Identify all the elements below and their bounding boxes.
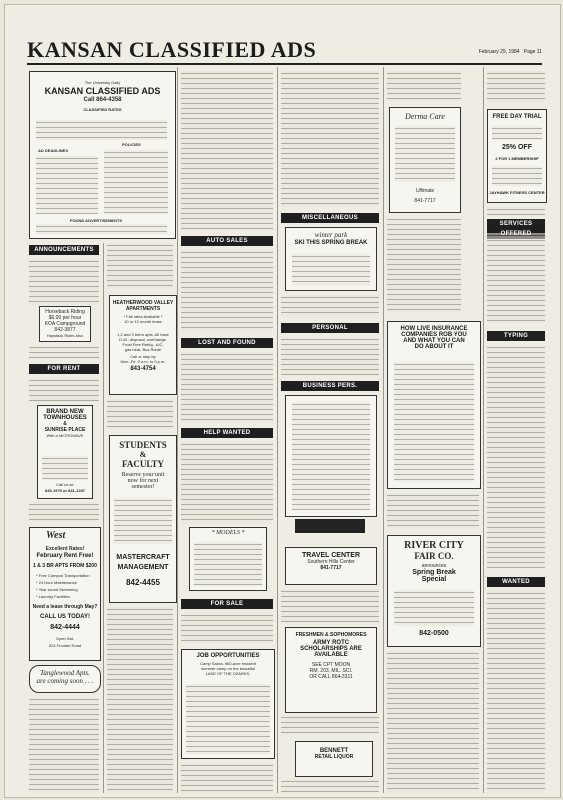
wanted-header: WANTED [487, 577, 545, 587]
west-line9: CALL US TODAY! [40, 614, 90, 620]
winterpark-line2: SKI THIS SPRING BREAK [294, 240, 368, 246]
townhouses-phone: 843-1979 or 841-1287 [44, 488, 86, 493]
heatherwood-line5: 1,2 and 3 bdrm apts. All have [117, 332, 169, 337]
lost-found-header: LOST AND FOUND [181, 338, 273, 348]
bennett-ad [295, 741, 373, 777]
freeday-body-b [492, 166, 542, 186]
west-line11: Open Sat. [55, 636, 74, 641]
rivercity-line4: Spring Break [412, 569, 456, 576]
misc-header: MISCELLANEOUS [281, 213, 379, 223]
typing-header: TYPING [487, 331, 545, 341]
heatherwood-line6: D.W., disposal, overhange. [119, 337, 167, 342]
help-wanted-text [181, 442, 273, 524]
west-phone: 842-4444 [50, 624, 80, 631]
freshmen-line6: RM. 203, MIL. SCI. [309, 668, 353, 674]
rates-table [36, 120, 167, 140]
deadlines-title: AD DEADLINES [38, 148, 69, 153]
howlive-ad [387, 321, 481, 489]
freshmen-line2: ARMY ROTC [312, 640, 350, 646]
policies-title: POLICIES [122, 142, 141, 147]
for-rent-header: FOR RENT [29, 364, 99, 374]
page-title: KANSAN CLASSIFIED ADS [27, 37, 317, 62]
help-wanted-header: HELP WANTED [181, 428, 273, 438]
col-divider-3 [277, 67, 278, 793]
winterpark-logo: winter park [314, 231, 348, 239]
col4-text-e [281, 779, 379, 793]
page-number: Page 11 [523, 49, 542, 55]
freeday-ad [487, 109, 547, 203]
west-line8: Need a lease through May? [32, 604, 98, 610]
issue-date [479, 49, 542, 55]
job-line4: LAKE OF THE OZARKS, [205, 671, 251, 676]
freshmen-ad [285, 627, 377, 713]
newspaper-page [4, 4, 561, 798]
students-body [114, 498, 172, 544]
announcements-text [29, 259, 99, 305]
students-line5: now for next [127, 478, 159, 484]
travel-phone: 841-7717 [320, 565, 342, 571]
models-ad [189, 527, 267, 591]
col1-text-b [29, 502, 99, 522]
col4-text-d [281, 715, 379, 735]
rivercity-line2: FAIR CO. [414, 551, 454, 561]
freeday-line4: JAYHAWK FITNESS CENTER [489, 190, 545, 195]
tanglewood-line1: Tanglewood Apts. [40, 669, 90, 677]
col-divider-5 [483, 67, 484, 793]
pennies-body [292, 402, 370, 510]
freshmen-line4: AVAILABLE [314, 652, 348, 658]
horseback-ad [39, 306, 91, 342]
col3-text-b [181, 763, 273, 793]
lost-found-text [181, 352, 273, 422]
col2-text-c [107, 607, 173, 793]
townhouses-body [42, 456, 88, 480]
col3-text-a [181, 71, 273, 231]
mastercraft-line2: MANAGEMENT [117, 564, 169, 571]
travel-phone-box [295, 519, 365, 533]
col5-text-a [387, 71, 461, 101]
riverciy-ad [387, 535, 481, 647]
for-sale-header: FOR SALE [181, 599, 273, 609]
students-line4: Reserve your unit [121, 472, 165, 478]
found-title: FOUND ADVERTISEMENTS [70, 218, 123, 223]
travel-line2: Southern Hills Center [307, 559, 355, 565]
wanted-text [487, 591, 545, 793]
rivercity-line3: announces [421, 563, 447, 569]
west-line6: * Year round Swimming [36, 587, 78, 592]
horseback-line5: Haystack Rides Also [46, 333, 84, 338]
col5-text-d [387, 651, 479, 793]
students-line2: & [139, 450, 147, 459]
winterpark-body [292, 254, 370, 286]
townhouses-line2: TOWNHOUSES [43, 415, 87, 421]
date-text: February 29, 1984 [478, 49, 520, 55]
freeday-line3: 2 FOR 1 MEMBERSHIP [495, 156, 539, 161]
students-line1: STUDENTS [119, 440, 167, 450]
rivercity-line5: Special [421, 576, 447, 583]
job-line3: summer camp on the beautiful [201, 666, 255, 671]
col5-text-c [387, 493, 479, 529]
howlive-body [394, 362, 474, 482]
col2-text-a [107, 243, 173, 289]
heatherwood-line10: Mon.-Fri. 9 a.m. to 5 p.m. [120, 359, 166, 364]
heatherwood-line1: HEATHERWOOD VALLEY [112, 300, 174, 306]
rates-box [29, 71, 176, 239]
west-line2: February Rent Free! [36, 553, 94, 559]
models-title: * MODELS * [211, 530, 245, 536]
personal-text [281, 337, 379, 375]
for-sale-text [181, 613, 273, 643]
west-logo: West [46, 530, 66, 541]
west-address: 524 Frontier Road [48, 643, 82, 648]
col2-text-b [107, 399, 173, 429]
pennies-ad [285, 395, 377, 517]
students-ad [109, 435, 177, 603]
townhouses-ad [37, 405, 93, 499]
heatherwood-phone: 843-4754 [130, 366, 156, 372]
students-line6: semester! [131, 484, 155, 490]
west-line3: 1 & 3 BR APTS FROM $200 [33, 563, 97, 569]
freeday-line1: FREE DAY TRIAL [492, 114, 542, 120]
townhouses-line4: SUNRISE PLACE [44, 427, 86, 433]
personal-header: PERSONAL [281, 323, 379, 333]
job-ad [181, 649, 275, 759]
found-text [36, 224, 167, 234]
heatherwood-line2: APARTMENTS [125, 306, 161, 312]
rates-line2: KANSAN CLASSIFIED ADS [44, 86, 161, 96]
winterpark-ad [285, 227, 377, 291]
job-body [186, 684, 270, 754]
heatherwood-ad [109, 295, 177, 395]
derma-phone: 841-7717 [414, 198, 436, 204]
townhouses-line3: & [63, 421, 67, 427]
business-header: BUSINESS PERS. [281, 381, 379, 391]
tanglewood-line2: are coming soon . . . [36, 677, 94, 685]
west-line1: Excellent Rates! [45, 546, 85, 552]
col6-text-a [487, 71, 545, 103]
freshmen-line7: OR CALL 864-3311 [309, 674, 353, 680]
job-line1: JOB OPPORTUNITIES [196, 653, 260, 659]
bennett-line1: BENNETT [319, 748, 349, 754]
services-text [487, 233, 545, 323]
heatherwood-line3: * Fall rates Available * [123, 314, 163, 319]
howlive-line4: DO ABOUT IT [414, 344, 454, 350]
west-line7: * Laundry Facilities [36, 594, 70, 599]
mastercraft-phone: 842-4455 [126, 578, 160, 587]
tanglewood-ad [29, 665, 101, 693]
heatherwood-line9: Call or stop by [130, 354, 156, 359]
heatherwood-line4: 10 or 12 month lease [124, 319, 162, 324]
townhouses-line5: With a MICROWAVE [46, 433, 84, 438]
rivercity-line1: RIVER CITY [404, 540, 464, 551]
west-line4: * Free Campus Transportation [36, 573, 90, 578]
col-divider-1 [103, 243, 104, 793]
deadlines-text [36, 156, 98, 214]
howlive-line2: COMPANIES ROB YOU [401, 332, 467, 338]
rates-line1: The University Daily [84, 80, 121, 85]
auto-sales-header: AUTO SALES [181, 236, 273, 246]
howlive-line3: AND WHAT YOU CAN [403, 338, 465, 344]
rivercity-body [394, 590, 474, 626]
col1-text-a [29, 345, 99, 359]
heatherwood-line7: Frost Free Refrig., A/C, [122, 342, 164, 347]
rates-title: CLASSIFIED RATES [83, 107, 122, 112]
horseback-line2: $6.00 per hour [48, 315, 82, 321]
freeday-body-a [492, 126, 542, 140]
students-line3: FACULTY [121, 459, 164, 469]
col4-text-a [281, 71, 379, 207]
masthead [27, 37, 542, 65]
for-rent-text [29, 378, 99, 402]
models-body [194, 542, 262, 586]
col4-text-b [281, 295, 379, 317]
services-header: SERVICES [487, 219, 545, 239]
freeday-line2: 25% OFF [502, 144, 532, 151]
derma-logo: Derma Care [405, 112, 445, 121]
townhouses-line6: Call us at: [56, 482, 74, 487]
bennett-line2: RETAIL LIQUOR [314, 754, 354, 760]
derma-line2: Ultimate [415, 188, 435, 194]
horseback-line4: 842-3877 [54, 327, 76, 333]
freshmen-line5: SEE CPT MOON [311, 662, 351, 668]
col4-text-c [281, 589, 379, 623]
freshmen-line1: FRESHMEN & SOPHOMORES [295, 632, 367, 638]
auto-sales-text [181, 250, 273, 332]
policies-text [104, 150, 168, 214]
freshmen-line3: SCHOLARSHIPS ARE [300, 646, 362, 652]
travel-ad [285, 547, 377, 585]
townhouses-line1: BRAND NEW [46, 409, 84, 415]
announcements-header: ANNOUNCEMENTS [29, 245, 99, 255]
horseback-line1: Horseback Riding [45, 309, 85, 315]
west-ad [29, 527, 101, 661]
rates-phone: Call 864-4358 [83, 97, 122, 103]
horseback-line3: KOA Campground [44, 321, 86, 327]
derma-body [395, 126, 455, 182]
derma-ad [389, 107, 461, 213]
heatherwood-line8: gas heat, Bus Route [124, 347, 162, 352]
west-line5: * 24 Hour Maintenance [36, 580, 77, 585]
travel-line1: TRAVEL CENTER [301, 552, 361, 559]
typing-text [487, 345, 545, 569]
howlive-line1: HOW LIVE INSURANCE [400, 326, 468, 332]
col6-text-b [487, 207, 545, 215]
col5-text-b [387, 217, 461, 313]
col-divider-4 [383, 67, 384, 793]
mastercraft-line1: MASTERCRAFT [116, 554, 170, 561]
col-divider-2 [177, 67, 178, 793]
job-line2: Camp Sabra, 960-acre resident [200, 661, 256, 666]
col1-text-c [29, 697, 99, 793]
rivercity-phone: 842-0500 [419, 630, 449, 637]
